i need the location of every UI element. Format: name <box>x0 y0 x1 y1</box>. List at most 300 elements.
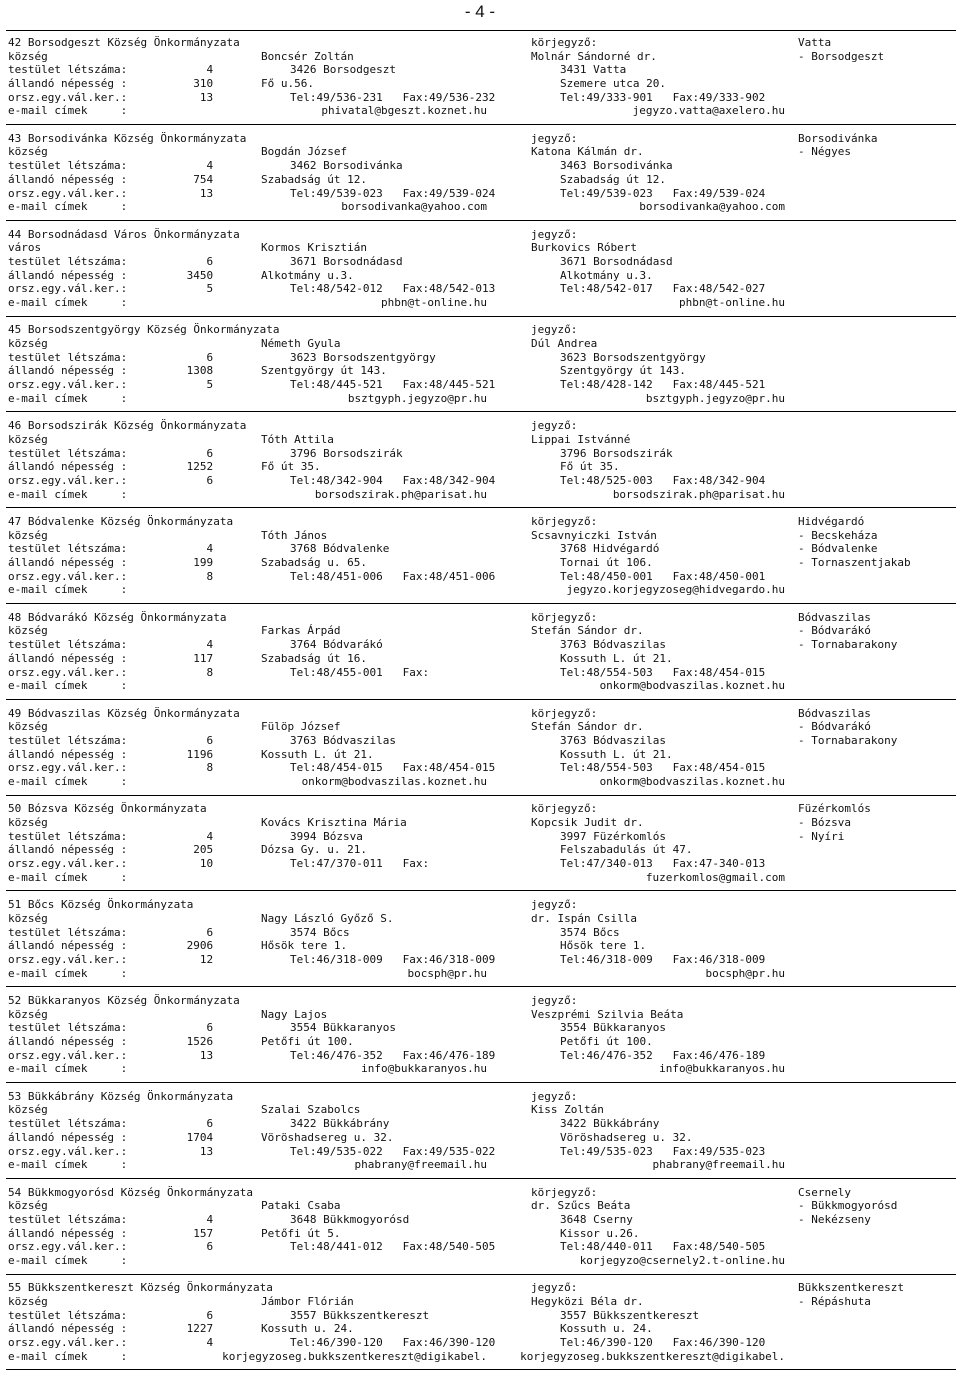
population-label: állandó népesség : <box>8 651 128 665</box>
population-label: állandó népesség : <box>8 77 128 91</box>
email-label: e-mail címek : <box>8 200 128 214</box>
email-row <box>0 967 960 981</box>
population-row <box>0 556 960 570</box>
staff-label: testület létszáma: <box>8 638 128 652</box>
office-zip-city: 3422 Bükkábrány <box>290 1117 390 1131</box>
email-row <box>0 1254 960 1268</box>
clerk-name: dr. Szűcs Beáta <box>531 1199 631 1213</box>
district-number: 13 <box>180 186 214 200</box>
office-phone-fax: Tel:46/390-120 Fax:46/390-120 <box>290 1336 496 1350</box>
email-label: e-mail címek : <box>8 1062 128 1076</box>
population-row <box>0 1131 960 1145</box>
mayor-name: Fülöp József <box>261 720 341 734</box>
office-zip-city: 3671 Borsodnádasd <box>290 254 403 268</box>
office-street: Fő u.56. <box>261 77 314 91</box>
email-label: e-mail címek : <box>8 104 128 118</box>
clerk-zip-city: 3463 Borsodivánka <box>560 159 673 173</box>
office-phone-fax: Tel:48/451-006 Fax:48/451-006 <box>290 569 496 583</box>
clerk-street: Kossuth L. út 21. <box>560 747 673 761</box>
district-number: 13 <box>180 1144 214 1158</box>
clerk-label: körjegyző: <box>531 1185 598 1199</box>
settlement-type: város <box>8 241 42 255</box>
seat-settlement: Csernely <box>798 1185 851 1199</box>
clerk-zip-city: 3768 Hidvégardó <box>560 542 660 556</box>
clerk-zip-city: 3763 Bódvaszilas <box>560 638 666 652</box>
page-number: - 4 - <box>464 2 496 21</box>
clerk-label: jegyző: <box>531 323 578 337</box>
member-settlement: - Bükkmogyorósd <box>798 1199 898 1213</box>
header-row <box>0 132 960 146</box>
clerk-phone-fax: Tel:46/390-120 Fax:46/390-120 <box>560 1336 766 1350</box>
clerk-street: Kossuth L. út 21. <box>560 651 673 665</box>
mayor-name: Kormos Krisztián <box>261 241 367 255</box>
municipality-block <box>0 515 960 611</box>
clerk-street: Kossuth u. 24. <box>560 1322 653 1336</box>
staff-row <box>0 926 960 940</box>
district-label: orsz.egy.vál.ker.: <box>8 1048 128 1062</box>
mayor-name: Boncsér Zoltán <box>261 49 354 63</box>
office-zip-city: 3462 Borsodivánka <box>290 159 403 173</box>
clerk-phone-fax: Tel:48/440-011 Fax:48/540-505 <box>560 1240 766 1254</box>
municipality-name: 53 Bükkábrány Község Önkormányzata <box>8 1089 234 1103</box>
staff-count: 4 <box>180 829 214 843</box>
clerk-email: borsodszirak.ph@parisat.hu <box>612 487 785 501</box>
district-row <box>0 1240 960 1254</box>
district-label: orsz.egy.vál.ker.: <box>8 952 128 966</box>
clerk-name: Stefán Sándor dr. <box>531 624 644 638</box>
clerk-name: dr. Ispán Csilla <box>531 911 637 925</box>
mayor-name: Pataki Csaba <box>261 1199 341 1213</box>
settlement-type: község <box>8 911 48 925</box>
office-phone-fax: Tel:48/542-012 Fax:48/542-013 <box>290 282 496 296</box>
staff-count: 4 <box>180 542 214 556</box>
population-count: 157 <box>180 1226 214 1240</box>
seat-settlement: Bükkszentkereszt <box>798 1281 904 1295</box>
member-settlement: - Tornabarakony <box>798 733 898 747</box>
clerk-phone-fax: Tel:49/535-023 Fax:49/535-023 <box>560 1144 766 1158</box>
district-number: 12 <box>180 952 214 966</box>
email-row <box>0 104 960 118</box>
population-count: 117 <box>180 651 214 665</box>
settlement-type: község <box>8 337 48 351</box>
seat-settlement: Bódvaszilas <box>798 610 871 624</box>
clerk-email: korjegyzo@csernely2.t-online.hu <box>579 1254 785 1267</box>
clerk-name: Burkovics Róbert <box>531 241 637 255</box>
mayor-name: Németh Gyula <box>261 337 341 351</box>
seat-settlement: Vatta <box>798 36 832 49</box>
block-divider <box>6 986 956 987</box>
population-row <box>0 652 960 666</box>
population-count: 2906 <box>180 939 214 953</box>
clerk-name: Veszprémi Szilvia Beáta <box>531 1007 684 1021</box>
population-row <box>0 460 960 474</box>
population-count: 199 <box>180 556 214 570</box>
staff-label: testület létszáma: <box>8 1117 128 1131</box>
district-number: 5 <box>180 282 214 296</box>
population-count: 310 <box>180 77 214 91</box>
names-row <box>0 1199 960 1213</box>
staff-row <box>0 542 960 556</box>
header-row <box>0 994 960 1008</box>
names-row <box>0 241 960 255</box>
office-email: bocsph@pr.hu <box>407 966 487 980</box>
email-row <box>0 1350 960 1364</box>
population-count: 1196 <box>180 747 214 761</box>
header-row <box>0 228 960 242</box>
header-row <box>0 611 960 625</box>
municipality-name: 43 Borsodivánka Község Önkormányzata <box>8 131 247 145</box>
population-count: 1526 <box>180 1035 214 1049</box>
clerk-zip-city: 3796 Borsodszirák <box>560 446 673 460</box>
staff-row <box>0 159 960 173</box>
block-divider <box>6 603 956 604</box>
clerk-email: jegyzo.korjegyzoseg@hidvegardo.hu <box>566 583 785 597</box>
clerk-name: Scsavnyiczki István <box>531 528 657 542</box>
block-divider <box>6 411 956 412</box>
names-row <box>0 1295 960 1309</box>
clerk-email: bocsph@pr.hu <box>705 966 785 980</box>
district-row <box>0 1336 960 1350</box>
population-row <box>0 364 960 378</box>
email-row <box>0 1062 960 1076</box>
municipality-name: 44 Borsodnádasd Város Önkormányzata <box>8 227 240 241</box>
population-row <box>0 1227 960 1241</box>
office-street: Vöröshadsereg u. 32. <box>261 1130 394 1144</box>
clerk-name: Molnár Sándorné dr. <box>531 49 657 63</box>
settlement-type: község <box>8 49 48 63</box>
district-row <box>0 953 960 967</box>
email-label: e-mail címek : <box>8 775 128 789</box>
clerk-label: jegyző: <box>531 131 578 145</box>
settlement-type: község <box>8 624 48 638</box>
member-settlement: - Bódvarákó <box>798 720 871 734</box>
header-row <box>0 515 960 529</box>
clerk-phone-fax: Tel:49/333-901 Fax:49/333-902 <box>560 90 766 104</box>
municipality-name: 46 Borsodszirák Község Önkormányzata <box>8 419 247 433</box>
district-row <box>0 1145 960 1159</box>
district-label: orsz.egy.vál.ker.: <box>8 569 128 583</box>
settlement-type: község <box>8 1199 48 1213</box>
names-row <box>0 720 960 734</box>
district-label: orsz.egy.vál.ker.: <box>8 1144 128 1158</box>
office-zip-city: 3796 Borsodszirák <box>290 446 403 460</box>
clerk-zip-city: 3671 Borsodnádasd <box>560 254 673 268</box>
names-row <box>0 912 960 926</box>
population-label: állandó népesség : <box>8 1035 128 1049</box>
email-row <box>0 392 960 406</box>
email-label: e-mail címek : <box>8 1158 128 1172</box>
seat-settlement: Füzérkomlós <box>798 802 871 816</box>
office-phone-fax: Tel:48/454-015 Fax:48/454-015 <box>290 761 496 775</box>
staff-label: testület létszáma: <box>8 542 128 556</box>
header-row <box>0 419 960 433</box>
office-zip-city: 3574 Bőcs <box>290 925 350 939</box>
staff-label: testület létszáma: <box>8 1212 128 1226</box>
population-label: állandó népesség : <box>8 1322 128 1336</box>
mayor-name: Tóth János <box>261 528 328 542</box>
clerk-email: onkorm@bodvaszilas.koznet.hu <box>599 775 785 789</box>
district-label: orsz.egy.vál.ker.: <box>8 473 128 487</box>
clerk-name: Kiss Zoltán <box>531 1103 604 1117</box>
population-count: 1308 <box>180 364 214 378</box>
clerk-name: Katona Kálmán dr. <box>531 145 644 159</box>
staff-count: 6 <box>180 254 214 268</box>
population-label: állandó népesség : <box>8 843 128 857</box>
office-email: phivatal@bgeszt.koznet.hu <box>321 104 487 118</box>
email-row <box>0 1158 960 1172</box>
staff-count: 6 <box>180 1117 214 1131</box>
clerk-zip-city: 3557 Bükkszentkereszt <box>560 1308 700 1322</box>
member-settlement: - Nyíri <box>798 829 845 843</box>
staff-label: testület létszáma: <box>8 446 128 460</box>
district-label: orsz.egy.vál.ker.: <box>8 665 128 679</box>
staff-row <box>0 447 960 461</box>
population-row <box>0 269 960 283</box>
staff-row <box>0 351 960 365</box>
email-row <box>0 679 960 693</box>
office-email: info@bukkaranyos.hu <box>361 1062 487 1076</box>
staff-row <box>0 63 960 77</box>
district-number: 13 <box>180 1048 214 1062</box>
clerk-phone-fax: Tel:48/554-503 Fax:48/454-015 <box>560 761 766 775</box>
district-row <box>0 282 960 296</box>
email-label: e-mail címek : <box>8 487 128 501</box>
population-row <box>0 748 960 762</box>
staff-row <box>0 1213 960 1227</box>
clerk-phone-fax: Tel:48/525-003 Fax:48/342-904 <box>560 473 766 487</box>
population-label: állandó népesség : <box>8 172 128 186</box>
staff-count: 4 <box>180 638 214 652</box>
office-phone-fax: Tel:49/535-022 Fax:49/535-022 <box>290 1144 496 1158</box>
office-street: Hősök tere 1. <box>261 939 348 953</box>
settlement-type: község <box>8 528 48 542</box>
district-number: 8 <box>180 761 214 775</box>
office-email: bsztgyph.jegyzo@pr.hu <box>347 391 487 405</box>
clerk-street: Vöröshadsereg u. 32. <box>560 1130 693 1144</box>
office-phone-fax: Tel:48/455-001 Fax: <box>290 665 430 679</box>
population-count: 1227 <box>180 1322 214 1336</box>
names-row <box>0 816 960 830</box>
office-phone-fax: Tel:49/536-231 Fax:49/536-232 <box>290 90 496 104</box>
clerk-label: jegyző: <box>531 419 578 433</box>
settlement-type: község <box>8 145 48 159</box>
clerk-zip-city: 3574 Bőcs <box>560 925 620 939</box>
header-row <box>0 1281 960 1295</box>
office-zip-city: 3648 Bükkmogyorósd <box>290 1212 410 1226</box>
municipality-name: 48 Bódvarákó Község Önkormányzata <box>8 610 227 624</box>
staff-count: 6 <box>180 1021 214 1035</box>
clerk-email: fuzerkomlos@gmail.com <box>645 870 785 884</box>
district-row <box>0 474 960 488</box>
office-zip-city: 3557 Bükkszentkereszt <box>290 1308 430 1322</box>
municipality-name: 49 Bódvaszilas Község Önkormányzata <box>8 706 240 720</box>
clerk-label: jegyző: <box>531 898 578 912</box>
municipality-block <box>0 419 960 515</box>
municipality-block <box>0 994 960 1090</box>
clerk-email: borsodivanka@yahoo.com <box>639 200 785 214</box>
district-number: 13 <box>180 90 214 104</box>
population-row <box>0 939 960 953</box>
staff-count: 6 <box>180 350 214 364</box>
office-street: Kossuth u. 24. <box>261 1322 354 1336</box>
office-street: Dózsa Gy. u. 21. <box>261 843 367 857</box>
staff-count: 6 <box>180 733 214 747</box>
member-settlement: - Répáshuta <box>798 1295 871 1309</box>
clerk-phone-fax: Tel:49/539-023 Fax:49/539-024 <box>560 186 766 200</box>
clerk-street: Szemere utca 20. <box>560 77 666 91</box>
top-divider <box>6 30 956 31</box>
clerk-label: körjegyző: <box>531 36 598 49</box>
clerk-email: bsztgyph.jegyzo@pr.hu <box>645 391 785 405</box>
seat-settlement: Hidvégardó <box>798 514 865 528</box>
district-number: 10 <box>180 857 214 871</box>
clerk-zip-city: 3422 Bükkábrány <box>560 1117 660 1131</box>
district-row <box>0 570 960 584</box>
district-row <box>0 187 960 201</box>
clerk-street: Felszabadulás út 47. <box>560 843 693 857</box>
clerk-label: körjegyző: <box>531 610 598 624</box>
office-email: phabrany@freemail.hu <box>354 1158 487 1172</box>
email-label: e-mail címek : <box>8 679 128 693</box>
clerk-label: körjegyző: <box>531 802 598 816</box>
clerk-label: jegyző: <box>531 1089 578 1103</box>
clerk-email: jegyzo.vatta@axelero.hu <box>632 104 785 118</box>
clerk-street: Szabadság út 12. <box>560 172 666 186</box>
header-row <box>0 1090 960 1104</box>
settlement-type: község <box>8 1007 48 1021</box>
settlement-type: község <box>8 1103 48 1117</box>
district-label: orsz.egy.vál.ker.: <box>8 186 128 200</box>
clerk-zip-city: 3554 Bükkaranyos <box>560 1021 666 1035</box>
staff-label: testület létszáma: <box>8 1021 128 1035</box>
clerk-email: korjegyzoseg.bukkszentkereszt@digikabel. <box>520 1349 785 1363</box>
office-phone-fax: Tel:48/441-012 Fax:48/540-505 <box>290 1240 496 1254</box>
district-row <box>0 666 960 680</box>
mayor-name: Szalai Szabolcs <box>261 1103 361 1117</box>
names-row <box>0 433 960 447</box>
seat-settlement: Bódvaszilas <box>798 706 871 720</box>
population-row <box>0 843 960 857</box>
population-label: állandó népesség : <box>8 939 128 953</box>
block-divider <box>6 1082 956 1083</box>
municipality-block <box>0 611 960 707</box>
municipality-name: 47 Bódvalenke Község Önkormányzata <box>8 514 234 528</box>
office-phone-fax: Tel:46/318-009 Fax:46/318-009 <box>290 952 496 966</box>
header-row <box>0 36 960 50</box>
district-label: orsz.egy.vál.ker.: <box>8 1240 128 1254</box>
office-email: korjegyzoseg.bukkszentkereszt@digikabel. <box>222 1349 487 1363</box>
staff-row <box>0 638 960 652</box>
staff-count: 4 <box>180 1212 214 1226</box>
population-count: 754 <box>180 172 214 186</box>
email-label: e-mail címek : <box>8 1254 128 1267</box>
population-label: állandó népesség : <box>8 747 128 761</box>
block-divider <box>6 124 956 125</box>
names-row <box>0 624 960 638</box>
municipality-block <box>0 1281 960 1377</box>
staff-row <box>0 1309 960 1323</box>
municipality-name: 42 Borsodgeszt Község Önkormányzata <box>8 36 240 49</box>
population-label: állandó népesség : <box>8 1226 128 1240</box>
population-label: állandó népesség : <box>8 364 128 378</box>
email-label: e-mail címek : <box>8 1349 128 1363</box>
clerk-street: Alkotmány u.3. <box>560 268 653 282</box>
header-row <box>0 707 960 721</box>
office-zip-city: 3768 Bódvalenke <box>290 542 390 556</box>
district-label: orsz.egy.vál.ker.: <box>8 378 128 392</box>
member-settlement: - Tornabarakony <box>798 638 898 652</box>
mayor-name: Bogdán József <box>261 145 348 159</box>
member-settlement: - Bózsva <box>798 816 851 830</box>
clerk-zip-city: 3997 Füzérkomlós <box>560 829 666 843</box>
district-label: orsz.egy.vál.ker.: <box>8 90 128 104</box>
clerk-street: Fő út 35. <box>560 460 620 474</box>
names-row <box>0 337 960 351</box>
office-street: Petőfi út 5. <box>261 1226 341 1240</box>
staff-label: testület létszáma: <box>8 829 128 843</box>
district-label: orsz.egy.vál.ker.: <box>8 282 128 296</box>
clerk-email: phabrany@freemail.hu <box>652 1158 785 1172</box>
office-zip-city: 3764 Bódvarákó <box>290 638 383 652</box>
header-row <box>0 802 960 816</box>
email-label: e-mail címek : <box>8 583 128 597</box>
district-label: orsz.egy.vál.ker.: <box>8 1336 128 1350</box>
office-street: Szabadság u. 65. <box>261 556 367 570</box>
staff-count: 4 <box>180 159 214 173</box>
clerk-street: Szentgyörgy út 143. <box>560 364 686 378</box>
district-number: 5 <box>180 378 214 392</box>
staff-label: testület létszáma: <box>8 733 128 747</box>
office-phone-fax: Tel:46/476-352 Fax:46/476-189 <box>290 1048 496 1062</box>
clerk-name: Hegyközi Béla dr. <box>531 1295 644 1309</box>
block-divider <box>6 507 956 508</box>
member-settlement: - Becskeháza <box>798 528 878 542</box>
staff-label: testület létszáma: <box>8 350 128 364</box>
municipality-block <box>0 228 960 324</box>
municipality-block <box>0 1186 960 1282</box>
office-zip-city: 3763 Bódvaszilas <box>290 733 396 747</box>
names-row <box>0 50 960 64</box>
clerk-zip-city: 3431 Vatta <box>560 63 627 77</box>
municipality-name: 55 Bükkszentkereszt Község Önkormányzata <box>8 1281 273 1295</box>
population-count: 3450 <box>180 268 214 282</box>
clerk-phone-fax: Tel:48/542-017 Fax:48/542-027 <box>560 282 766 296</box>
population-count: 1704 <box>180 1130 214 1144</box>
municipality-block <box>0 132 960 228</box>
district-label: orsz.egy.vál.ker.: <box>8 761 128 775</box>
staff-label: testület létszáma: <box>8 159 128 173</box>
block-divider <box>6 220 956 221</box>
names-row <box>0 1008 960 1022</box>
member-settlement: - Borsodgeszt <box>798 49 885 63</box>
clerk-label: jegyző: <box>531 1281 578 1295</box>
email-row <box>0 200 960 214</box>
clerk-name: Stefán Sándor dr. <box>531 720 644 734</box>
staff-count: 4 <box>180 63 214 77</box>
email-label: e-mail címek : <box>8 966 128 980</box>
district-row <box>0 1049 960 1063</box>
clerk-label: jegyző: <box>531 993 578 1007</box>
mayor-name: Kovács Krisztina Mária <box>261 816 407 830</box>
seat-settlement: Borsodivánka <box>798 131 878 145</box>
municipality-name: 54 Bükkmogyorósd Község Önkormányzata <box>8 1185 254 1199</box>
block-divider <box>6 1178 956 1179</box>
clerk-phone-fax: Tel:46/318-009 Fax:46/318-009 <box>560 952 766 966</box>
clerk-phone-fax: Tel:47/340-013 Fax:47-340-013 <box>560 857 766 871</box>
population-row <box>0 77 960 91</box>
district-row <box>0 761 960 775</box>
email-row <box>0 775 960 789</box>
